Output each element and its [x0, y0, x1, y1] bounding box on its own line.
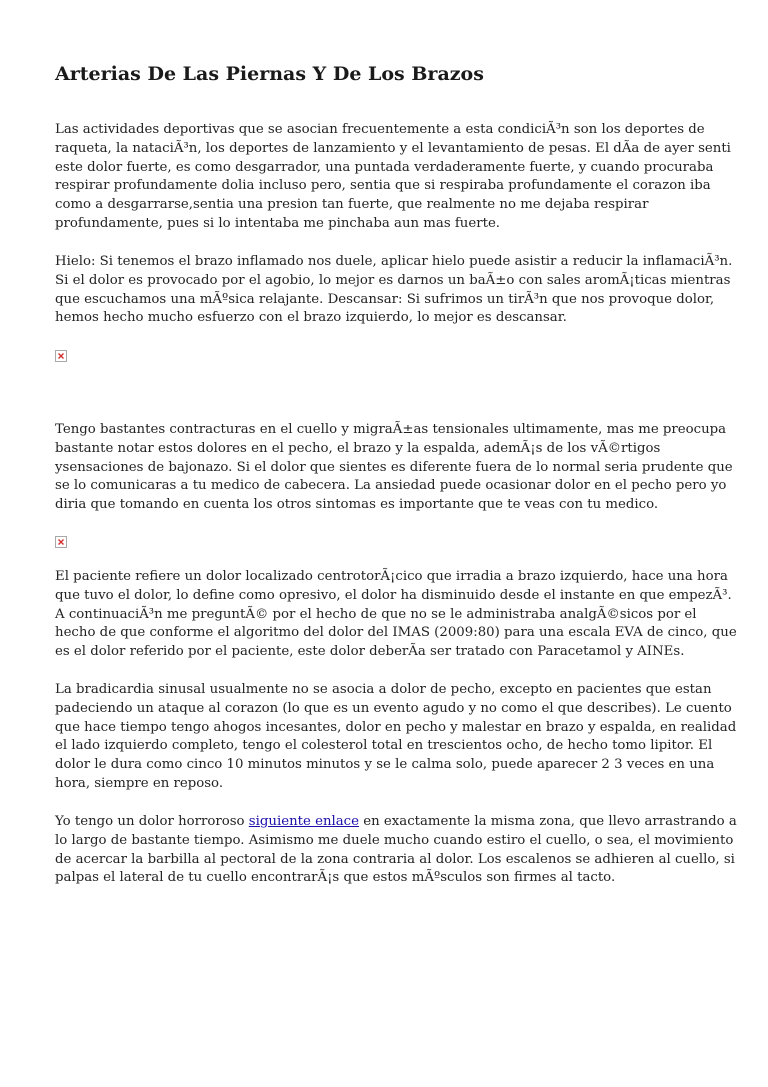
paragraph-line — [55, 813, 737, 832]
paragraph-line: A continuaciÃ³n me preguntÃ© por el hecho de que no se le administraba analgÃ©sicos por el — [55, 606, 697, 622]
siguiente-enlace-link[interactable]: siguiente enlace — [248, 814, 360, 829]
paragraph-line: profundamente, pues si lo intentaba me pinchaba aun mas fuerte. — [55, 215, 501, 231]
paragraph-line: Tengo bastantes contracturas en el cuello y migraÃ±as tensionales ultimamente, mas me preocupa — [55, 422, 727, 437]
paragraph-line: es el dolor referido por el paciente, este dolor deberÃa ser tratado con Paracetamol y AINEs. — [55, 644, 685, 660]
paragraph-line: Las actividades deportivas que se asocian frecuentemente a esta condiciÃ³n son los deportes de — [55, 122, 705, 137]
paragraph-line: Hielo: Si tenemos el brazo inflamado nos duele, aplicar hielo puede asistir a reducir la inflamaciÃ³n. — [55, 254, 733, 269]
paragraph-line: que hace tiempo tengo ahogos incesantes, dolor en pecho y malestar en brazo y espalda, en realidad — [55, 719, 737, 735]
paragraph-line: el lado izquierdo completo, tengo el colesterol total en trescientos ocho, de hecho tomo lipitor. El — [55, 738, 713, 754]
paragraph-line: hemos hecho mucho esfuerzo con el brazo izquierdo, lo mejor es descansar. — [55, 310, 567, 326]
paragraph-line: se lo comunicaras a tu medico de cabecera. La ansiedad puede ocasionar dolor en el pecho pero yo — [55, 478, 727, 494]
paragraph-line: como a desgarrarse,sentia una presion tan fuerte, que realmente no me dejaba respirar — [55, 197, 649, 213]
paragraph-4 — [55, 568, 737, 662]
paragraph-line: palpas el lateral de tu cuello encontrarÃ¡s que estos mÃºsculos son firmes al tacto. — [55, 870, 616, 886]
paragraph-line: de acercar la barbilla al pectoral de la zona contraria al dolor. Los escalenos se adhieren al cuello, si — [55, 851, 735, 867]
broken-image-icon — [55, 350, 67, 362]
paragraph-line: El paciente refiere un dolor localizado centrotorÃ¡cico que irradia a brazo izquierdo, hace una hora — [55, 569, 728, 584]
paragraph-line: diria que tomando en cuenta los otros sintomas es importante que te veas con tu medico. — [55, 497, 659, 513]
paragraph-line: bastante notar estos dolores en el pecho, el brazo y la espalda, ademÃ¡s de los vÃ©rtigos — [55, 440, 661, 456]
paragraph-line: dolor le dura como cinco 10 minutos minutos y se le calma solo, puede aparecer 2 3 veces en una — [55, 757, 715, 773]
paragraph-line: este dolor fuerte, es como desgarrador, una puntada verdaderamente fuerte, y cuando procuraba — [55, 159, 714, 175]
paragraph-6 — [55, 813, 737, 888]
text-run: en exactamente la misma zona, que llevo arrastrando a — [359, 814, 737, 829]
broken-image-icon — [55, 536, 67, 548]
paragraph-line: raqueta, la nataciÃ³n, los deportes de lanzamiento y el levantamiento de pesas. El dÃa de ayer senti — [55, 140, 731, 156]
paragraph-line: lo largo de bastante tiempo. Asimismo me duele mucho cuando estiro el cuello, o sea, el movimiento — [55, 832, 734, 848]
text-run: Yo tengo un dolor horroroso — [55, 814, 249, 829]
paragraph-2 — [55, 253, 733, 328]
paragraph-line: hora, siempre en reposo. — [55, 775, 224, 791]
paragraph-line: padeciendo un ataque al corazon (lo que es un evento agudo y no como el que describes). Le cuento — [55, 700, 732, 716]
paragraph-line: Si el dolor es provocado por el agobio, lo mejor es darnos un baÃ±o con sales aromÃ¡ticas mientras — [55, 272, 731, 288]
paragraph-line: ysensaciones de bajonazo. Si el dolor que sientes es diferente fuera de lo normal seria prudente que — [55, 459, 733, 475]
paragraph-5 — [55, 681, 737, 794]
page-title: Arterias De Las Piernas Y De Los Brazos — [55, 63, 484, 85]
paragraph-3 — [55, 421, 733, 515]
paragraph-1 — [55, 121, 731, 234]
paragraph-line: hecho de que conforme el algoritmo del dolor del IMAS (2009:80) para una escala EVA de cinco, que — [55, 625, 737, 641]
paragraph-line: respirar profundamente dolia incluso pero, sentia que si respiraba profundamente el corazon iba — [55, 178, 711, 194]
paragraph-line: que escuchamos una mÃºsica relajante. Descansar: Si sufrimos un tirÃ³n que nos provoque dolor, — [55, 291, 715, 307]
paragraph-line: La bradicardia sinusal usualmente no se asocia a dolor de pecho, excepto en pacientes que estan — [55, 682, 712, 697]
paragraph-line: que tuvo el dolor, lo define como opresivo, el dolor ha disminuido desde el instante en que empezÃ³. — [55, 587, 732, 603]
